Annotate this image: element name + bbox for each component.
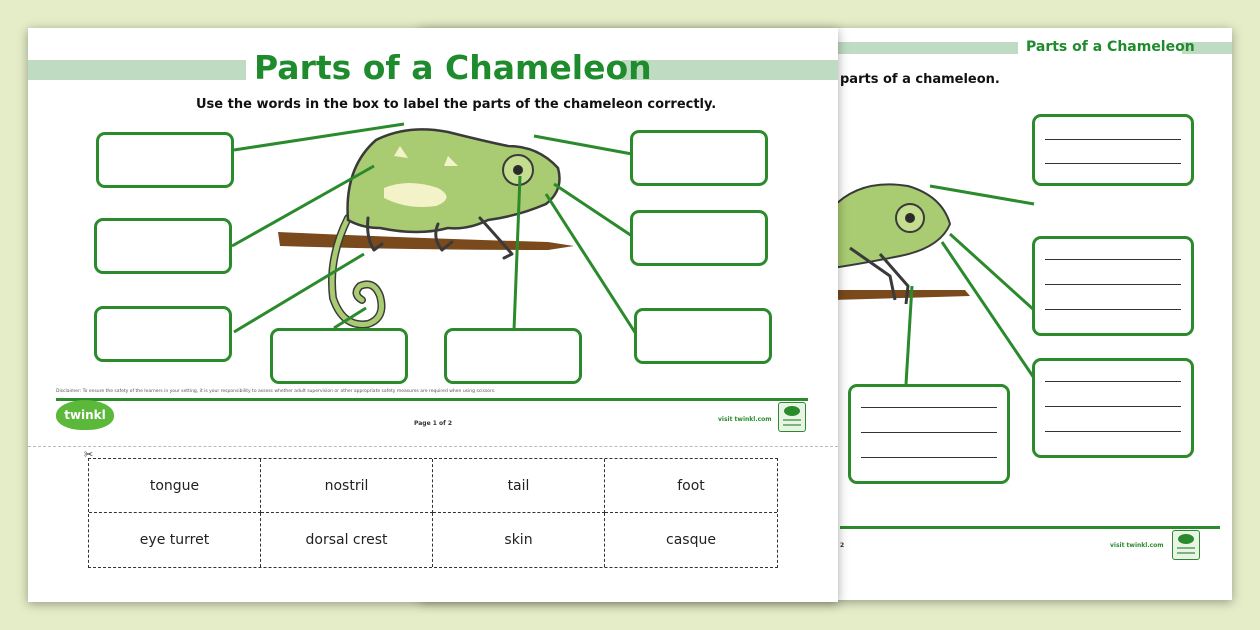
word-card[interactable]: casque — [666, 532, 716, 548]
label-box-7[interactable] — [630, 210, 768, 266]
answer-box-1[interactable] — [1032, 114, 1194, 186]
word-card[interactable]: skin — [433, 513, 605, 567]
page-number: Page 1 of 2 — [414, 420, 452, 427]
label-box-8[interactable] — [634, 308, 772, 364]
twinkl-badge — [1172, 530, 1200, 560]
word-card[interactable]: tongue — [89, 459, 261, 513]
twinkl-badge — [778, 402, 806, 432]
worksheet-page-1 — [28, 28, 838, 602]
answer-box-2[interactable] — [1032, 236, 1194, 336]
disclaimer-text: Disclaimer: To ensure the safety of the learners in your setting, it is your responsibility to assess whether adult supervision or other appropriate safety measures are required when using scissors. — [56, 389, 496, 394]
word-card[interactable]: dorsal crest — [261, 513, 433, 567]
page-title: Parts of a Chameleon — [254, 48, 652, 87]
twinkl-logo: twinkl — [56, 400, 114, 430]
label-box-3[interactable] — [94, 306, 232, 362]
branch — [278, 232, 574, 250]
footer-rule — [56, 398, 808, 401]
chameleon-tail — [332, 218, 382, 324]
word-card[interactable]: foot — [605, 459, 777, 513]
page-number: 2 — [840, 542, 845, 549]
label-box-2[interactable] — [94, 218, 232, 274]
answer-box-4[interactable] — [848, 384, 1010, 484]
label-box-1[interactable] — [96, 132, 234, 188]
chameleon-eye — [503, 155, 533, 185]
word-card[interactable]: eye turret — [89, 513, 261, 567]
label-box-6[interactable] — [630, 130, 768, 186]
instructions-text: Use the words in the box to label the parts of the chameleon correctly. — [196, 97, 717, 112]
answer-box-3[interactable] — [1032, 358, 1194, 458]
cut-line — [28, 446, 838, 447]
branch — [832, 290, 970, 300]
word-bank — [88, 458, 778, 568]
footer-rule — [840, 526, 1220, 529]
visit-link[interactable]: visit twinkl.com — [718, 416, 772, 423]
label-box-4[interactable] — [270, 328, 408, 384]
label-box-5[interactable] — [444, 328, 582, 384]
scissors-icon: ✂ — [84, 448, 94, 461]
word-card[interactable]: tail — [433, 459, 605, 513]
chameleon-head — [832, 184, 950, 304]
page-title: Parts of a Chameleon — [1026, 39, 1195, 55]
visit-link[interactable]: visit twinkl.com — [1110, 542, 1164, 549]
word-card[interactable]: nostril — [261, 459, 433, 513]
instructions-text: parts of a chameleon. — [840, 72, 1000, 87]
